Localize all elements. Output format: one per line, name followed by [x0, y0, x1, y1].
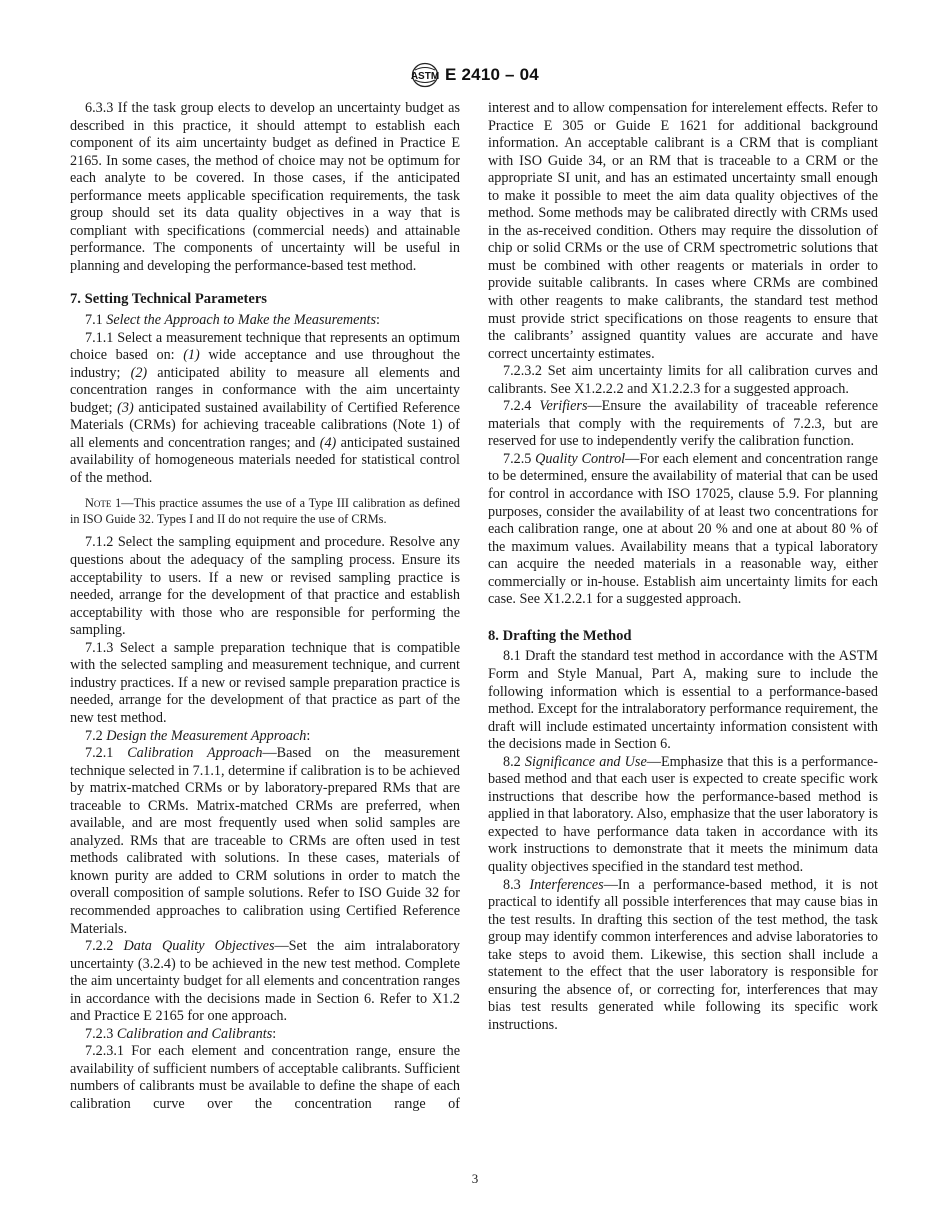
list-marker: (3) — [117, 399, 134, 416]
paragraph-7-1 — [70, 312, 460, 330]
clause-text: —In a performance-based method, it is not practical to identify all possible interferences that may cause bias in the test results. In drafting this section of the test method, the task group may identify common interferences and advise laboratories to take steps to avoid them. Likewise, this section shall include a statement to the effect that the user laboratory is responsible for ensuring the absence of, or correcting for, interferences that may bias test results generated while following its specific work instructions. — [488, 876, 878, 1033]
clause-suffix: : — [272, 1025, 277, 1042]
clause-text: —Set the aim intralaboratory uncertainty (3.2.4) to be achieved in the new test method. Complete the aim uncertainty budget for all elements and concentration ranges in accordance with the decisions made in Section 6. Refer to X1.2 and Practice E 2165 for one approach. — [70, 938, 460, 1025]
left-column — [70, 100, 460, 1114]
note-text: —This practice assumes the use of a Type III calibration as defined in ISO Guide 32. Types I and II do not require the use of CRMs. — [70, 496, 460, 526]
paragraph-8-3 — [488, 877, 878, 1035]
clause-number: 7.2.3 — [85, 1025, 117, 1042]
document-id: E 2410 – 04 — [445, 65, 539, 84]
paragraph-7-1-3: 7.1.3 Select a sample preparation technique that is compatible with the selected sampling and measurement technique, and current industry practices. If a new or revised sample preparation practice is needed, arrange for the development of that practice as part of the new test method. — [70, 639, 460, 726]
page-header — [0, 62, 950, 93]
page-number: 3 — [471, 1171, 479, 1186]
paragraph-8-1: 8.1 Draft the standard test method in accordance with the ASTM Form and Style Manual, Part A, making sure to include the following information which is essential to a performance-based method. Except for the intralaboratory performance requirement, the draft will include estimated uncertainty information consistent with the decisions made in Section 6. — [488, 648, 878, 753]
section-8-heading: 8. Drafting the Method — [488, 627, 632, 644]
clause-number: 7.1 — [85, 312, 107, 329]
clause-number: 7.2.2 — [85, 938, 124, 955]
clause-title: Select the Approach to Make the Measurements — [106, 312, 377, 329]
clause-title: Significance and Use — [524, 753, 647, 770]
paragraph-7-2-3-1: 7.2.3.1 For each element and concentration range, ensure the availability of sufficient numbers of acceptable calibrants. Sufficient numbers of calibrants must be available to define the shape of each calibration curve over the concentration range of — [70, 1043, 460, 1112]
clause-text: —Ensure the availability of traceable reference materials that comply with the requirements of 7.2.3, but are reserved for use to independently verify the calibration function. — [488, 398, 879, 450]
note-label: Note 1 — [85, 496, 122, 511]
clause-title: Data Quality Objectives — [123, 938, 275, 955]
clause-title: Calibration and Calibrants — [116, 1025, 273, 1042]
text-run: 7.1.1 Select a measurement technique that represents an optimum choice based on: — [70, 329, 460, 364]
clause-number: 7.2.5 — [503, 450, 536, 467]
clause-number: 7.2.4 — [503, 398, 540, 415]
paragraph-7-1-1 — [70, 330, 460, 488]
right-column — [488, 100, 878, 1034]
clause-title: Design the Measurement Approach — [106, 727, 307, 744]
clause-title: Quality Control — [535, 450, 626, 467]
text-run: anticipated ability to measure all elements and concentration ranges in conformance with the aim uncertainty budget; — [70, 364, 460, 416]
clause-title: Calibration Approach — [127, 745, 263, 762]
svg-text:ASTM: ASTM — [411, 71, 440, 82]
clause-suffix: : — [306, 727, 311, 744]
paragraph-7-2-3-2: 7.2.3.2 Set aim uncertainty limits for all calibration curves and calibrants. See X1.2.2.2 and X1.2.2.3 for a suggested approach. — [488, 363, 878, 397]
text-run: wide acceptance and use throughout the industry; — [70, 347, 461, 381]
paragraph-7-2-2 — [70, 938, 460, 1026]
list-marker: (1) — [183, 347, 200, 364]
clause-text: —For each element and concentration range to be determined, ensure the availability of material that can be used for control in accordance with ISO 17025, clause 5.9. For planning purposes, consider the availability of at least two concentrations for each calibration range, one at about 20 % and one at about 80 % of the maximum values. Availability means that a typical laboratory can acquire the needed materials in a reasonable way, either commercially or in-house. Establish aim uncertainty limits for each case. See X1.2.2.1 for a suggested approach. — [488, 450, 879, 608]
paragraph-7-2-5 — [488, 451, 878, 609]
clause-title: Interferences — [529, 876, 604, 893]
paragraph-7-2-3 — [70, 1026, 460, 1044]
clause-number: 8.2 — [503, 753, 525, 770]
paragraph-7-2 — [70, 728, 460, 746]
clause-text: —Based on the measurement technique selected in 7.1.1, determine if calibration is to be achieved by matrix-matched CRMs or by laboratory-prepared RMs that are traceable to CRMs. Matrix-matched CRMs are preferred, when available, and are most frequently used when solid samples are analyzed. RMs that are traceable to CRMs are often used in test methods calibrated with solutions. In these cases, materials of known purity are added to CRM solutions in order to match the overall composition of sample solutions. Refer to ISO Guide 32 for recommended approaches to calibration using Certified Reference Materials. — [70, 745, 460, 937]
clause-title: Verifiers — [539, 398, 588, 415]
list-marker: (4) — [319, 434, 337, 451]
section-7-heading: 7. Setting Technical Parameters — [70, 291, 267, 308]
paragraph-7-2-4 — [488, 398, 878, 451]
paragraph-7-2-3-1-continued: interest and to allow compensation for interelement effects. Refer to Practice E 305 or Guide E 1621 for additional background information. An acceptable calibrant is a CRM that is compliant with ISO Guide 34, or an RM that is traceable to a CRM or the appropriate SI unit, and has an estimated uncertainty small enough to make it possible to meet the aim data quality objectives of the method. Some methods may be calibrated directly with CRMs used in the as-received condition. Others may require the dissolution of chip or solid CRMs or the use of CRM spectrometric solutions that must be combined with other reagents or materials in order to provide suitable calibrants. In cases where CRMs are combined with other reagents to make calibrants, the standard test method must provide strict specifications on those reagents to ensure that the calibrants’ assigned quantity values are accurate and have correct uncertainty estimates. — [488, 100, 878, 362]
paragraph-7-1-2: 7.1.2 Select the sampling equipment and procedure. Resolve any questions about the adequacy of the sampling process. Ensure its acceptability to users. If a new or revised sampling practice is needed, arrange for the development of that practice and establish acceptability with those who are responsible for performing the sampling. — [70, 534, 460, 639]
note-1 — [70, 496, 460, 527]
astm-logo-icon — [411, 62, 439, 88]
clause-suffix: : — [376, 312, 380, 329]
text-run: anticipated sustained availability of Certified Reference Materials (CRMs) for achieving traceable calibrations (Note 1) of all elements and concentration ranges; and — [70, 399, 460, 451]
paragraph-8-2 — [488, 754, 878, 877]
clause-number: 8.3 — [503, 876, 530, 893]
clause-number: 7.2 — [85, 727, 107, 744]
paragraph-6-3-3: 6.3.3 If the task group elects to develop an uncertainty budget as described in this practice, it should attempt to establish each component of its aim uncertainty budget as defined in Practice E 2165. In some cases, the method of choice may not be optimum for each analyte to be covered. In those cases, if the anticipated performance meets applicable specification requirements, the task group should set its data quality objectives in a way that is compliant with specifications (commercial needs) and attainable performance. The components of uncertainty will be useful in planning and developing the performance-based test method. — [70, 100, 460, 274]
clause-text: —Emphasize that this is a performance-based method and that each user is expected to create specific work instructions that describe how the performance-based method is applied in that laboratory. Also, emphasize that the user laboratory is expected to have performance data taken in accordance with its work instructions to demonstrate that it meets the minimum data quality objectives specified in the standard test method. — [488, 753, 878, 875]
text-run: anticipated sustained availability of homogeneous materials needed for statistical control of the method. — [70, 434, 460, 486]
clause-number: 7.2.1 — [85, 745, 128, 762]
paragraph-7-2-1 — [70, 745, 460, 938]
list-marker: (2) — [130, 364, 148, 381]
